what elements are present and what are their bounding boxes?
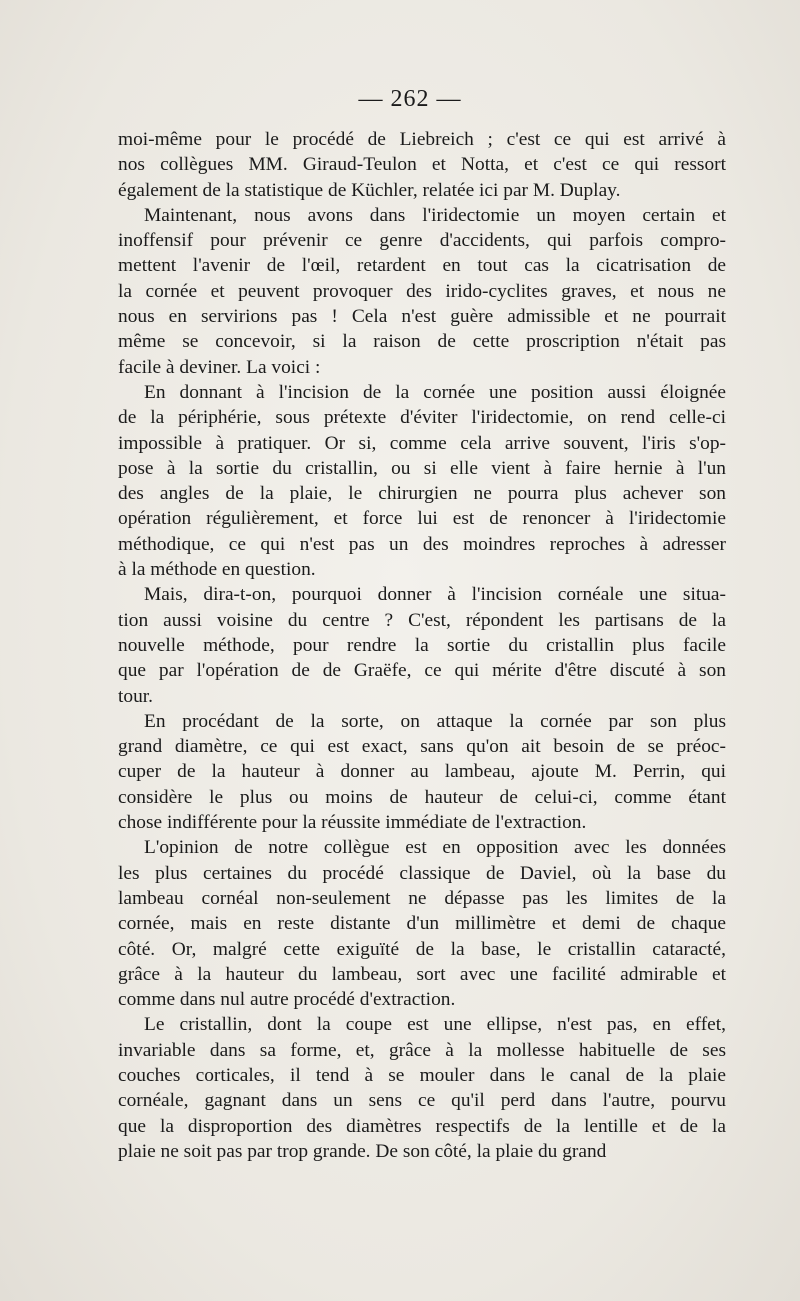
text-line: à la méthode en question. — [118, 559, 316, 581]
text-line: facile à deviner. La voici : — [118, 356, 321, 378]
text-line: grâce à la hauteur du lambeau, sort avec une facilité admirable et — [118, 963, 726, 985]
paragraph — [118, 582, 726, 708]
text-line: la cornée et peuvent provoquer des irido-cyclites graves, et nous ne — [118, 280, 726, 302]
text-line: moi-même pour le procédé de Liebreich ; c'est ce qui est arrivé à — [118, 129, 726, 150]
text-line: Le cristallin, dont la coupe est une ellipse, n'est pas, en effet, — [144, 1014, 726, 1036]
text-line: Mais, dira-t-on, pourquoi donner à l'incision cornéale une situa- — [144, 584, 726, 606]
text-line: considère le plus ou moins de hauteur de celui-ci, comme étant — [118, 786, 726, 808]
text-line: En donnant à l'incision de la cornée une position aussi éloignée — [144, 381, 726, 403]
text-line: nouvelle méthode, pour rendre la sortie du cristallin plus facile — [118, 634, 726, 656]
paragraph — [118, 203, 726, 380]
text-line: grand diamètre, ce qui est exact, sans qu'on ait besoin de se préoc- — [118, 736, 726, 758]
text-line: méthodique, ce qui n'est pas un des moindres reproches à adresser — [118, 533, 726, 555]
text-line: couches corticales, il tend à se mouler dans le canal de la plaie — [118, 1064, 726, 1086]
paragraph — [118, 380, 726, 582]
text-line: Maintenant, nous avons dans l'iridectomie un moyen certain et — [144, 204, 726, 226]
text-line: inoffensif pour prévenir ce genre d'accidents, qui parfois compro- — [118, 230, 726, 252]
body-text — [118, 127, 726, 1164]
text-line: les plus certaines du procédé classique de Daviel, où la base du — [118, 862, 726, 884]
text-line: tion aussi voisine du centre ? C'est, répondent les partisans de la — [118, 609, 726, 631]
text-line: côté. Or, malgré cette exiguïté de la base, le cristallin cataracté, — [118, 938, 726, 960]
text-line: même se concevoir, si la raison de cette proscription n'était pas — [118, 331, 726, 353]
text-line: tour. — [118, 685, 154, 707]
text-line: L'opinion de notre collègue est en opposition avec les données — [144, 837, 726, 859]
text-line: des angles de la plaie, le chirurgien ne pourra plus achever son — [118, 483, 726, 505]
text-line: plaie ne soit pas par trop grande. De son côté, la plaie du grand — [118, 1140, 607, 1162]
paragraph — [118, 835, 726, 1012]
paragraph — [118, 709, 726, 835]
text-line: pose à la sortie du cristallin, ou si elle vient à faire hernie à l'un — [118, 457, 726, 479]
text-line: invariable dans sa forme, et, grâce à la mollesse habituelle de ses — [118, 1039, 726, 1061]
page-number: — 262 — — [358, 86, 462, 112]
paragraph — [118, 1012, 726, 1164]
text-line: comme dans nul autre procédé d'extraction. — [118, 989, 456, 1011]
text-line: mettent l'avenir de l'œil, retardent en tout cas la cicatrisation de — [118, 255, 726, 277]
text-line: cornée, mais en reste distante d'un millimètre et demi de chaque — [118, 913, 726, 935]
text-line: impossible à pratiquer. Or si, comme cela arrive souvent, l'iris s'op- — [118, 432, 726, 454]
text-line: de la périphérie, sous prétexte d'éviter l'iridectomie, on rend celle-ci — [118, 407, 726, 429]
text-line: nous en servirions pas ! Cela n'est guère admissible et ne pourrait — [118, 306, 726, 328]
text-line: cuper de la hauteur à donner au lambeau, ajoute M. Perrin, qui — [118, 761, 726, 783]
text-line: que la disproportion des diamètres respectifs de la lentille et de la — [118, 1115, 726, 1137]
text-line: chose indifférente pour la réussite immédiate de l'extraction. — [118, 812, 587, 834]
paragraph — [118, 127, 726, 203]
text-line: également de la statistique de Küchler, relatée ici par M. Duplay. — [118, 179, 621, 201]
text-line: opération régulièrement, et force lui est de renoncer à l'iridectomie — [118, 508, 726, 530]
text-line: que par l'opération de de Graëfe, ce qui mérite d'être discuté à son — [118, 660, 726, 682]
text-line: lambeau cornéal non-seulement ne dépasse pas les limites de la — [118, 887, 726, 909]
text-line: nos collègues MM. Giraud-Teulon et Notta, et c'est ce qui ressort — [118, 154, 726, 176]
text-line: cornéale, gagnant dans un sens ce qu'il perd dans l'autre, pourvu — [118, 1090, 726, 1112]
text-line: En procédant de la sorte, on attaque la cornée par son plus — [144, 710, 726, 732]
